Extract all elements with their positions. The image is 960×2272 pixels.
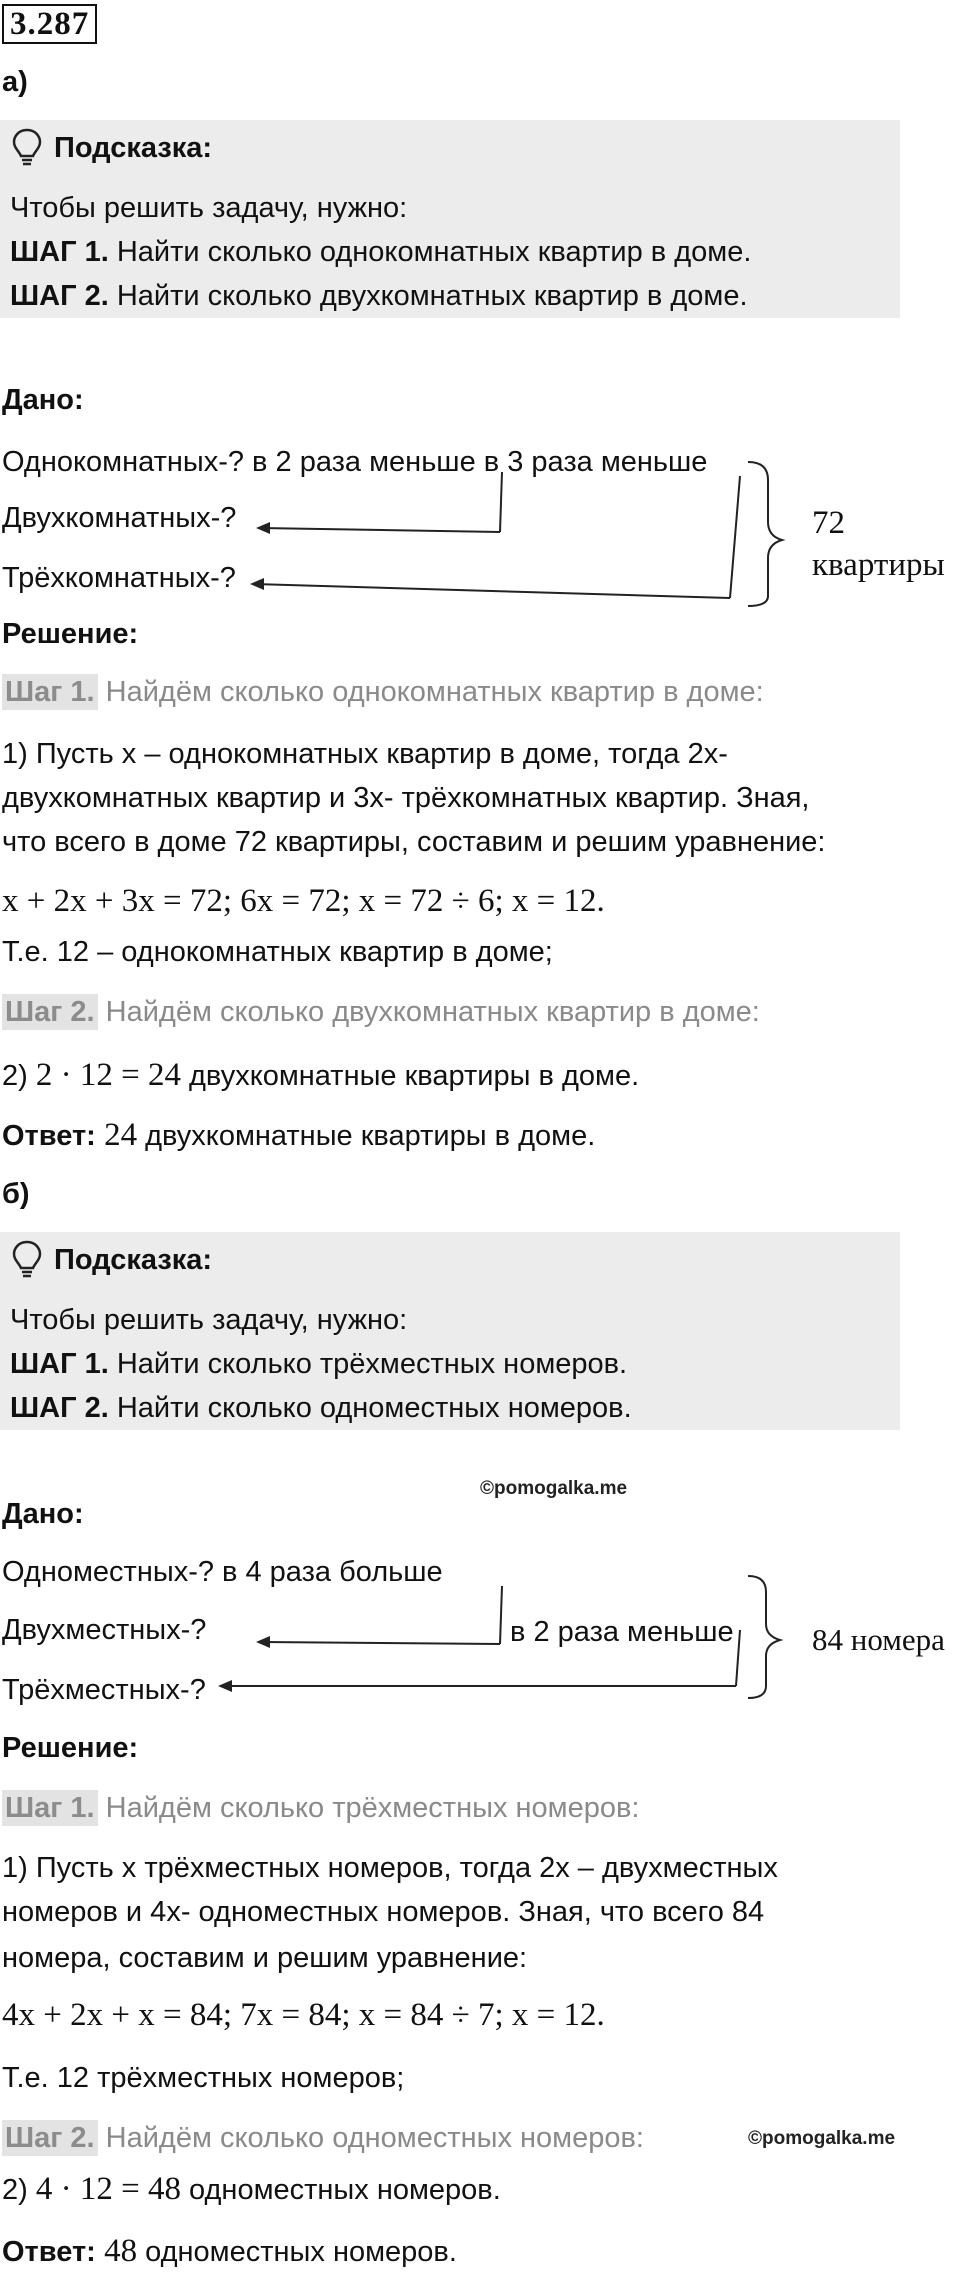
hint-title-a: Подсказка: [54,132,213,164]
step2-desc: Найдём сколько одноместных номеров: [97,2122,644,2154]
lightbulb-icon [10,1238,44,1278]
given-line3-b: Трёхместных-? [2,1674,206,1706]
paragraph-line: номеров и 4x- одноместных номеров. Зная, что всего 84 [2,1896,765,1928]
answer-b [2,2232,457,2270]
hint-step2-label: ШАГ 2. [10,1392,109,1424]
hint-step1-label: ШАГ 1. [10,236,109,268]
given-line1-b: Одноместных-? в 4 раза больше [2,1556,443,1588]
calc-math: 2 · 12 = 24 [35,1057,181,1093]
arrow-line [260,528,500,532]
conclusion-b: Т.е. 12 трёхместных номеров; [2,2062,405,2094]
arrow-head [256,522,270,534]
watermark: ©pomogalka.me [748,2128,896,2149]
equation-b: 4x + 2x + x = 84; 7x = 84; x = 84 ÷ 7; x = 12. [2,1997,605,2033]
total-text-b: 84 номера [812,1622,945,1657]
paragraph-line: 1) Пусть x трёхместных номеров, тогда 2x – двухместных [2,1852,778,1884]
hint-step1-label: ШАГ 1. [10,1348,109,1380]
step1-heading-b [2,1790,639,1826]
calc-prefix: 2) [2,2174,36,2206]
paragraph-line: 1) Пусть x – однокомнатных квартир в доме, тогда 2x- [2,738,728,770]
arrow-head [218,1680,232,1692]
answer-text: одноместных номеров. [137,2236,457,2268]
paragraph-line: номера, составим и решим уравнение: [2,1942,528,1974]
paragraph-line: что всего в доме 72 квартиры, составим и решим уравнение: [2,826,826,858]
connector-line [500,472,502,532]
curly-brace [748,1576,780,1698]
calc-line-a [2,1056,639,1094]
hint-box-a [0,120,900,318]
solution-title-b: Решение: [2,1732,139,1764]
arrow-line [262,1642,500,1644]
step2-tag: Шаг 2. [2,994,98,1030]
step1-tag: Шаг 1. [2,674,98,710]
calc-text: двухкомнатные квартиры в доме. [180,1060,640,1092]
step1-heading-a [2,674,764,710]
step2-desc: Найдём сколько двухкомнатных квартир в доме: [97,996,760,1028]
step2-tag: Шаг 2. [2,2120,98,2156]
answer-math: 48 [95,2233,138,2269]
given-line2-b: Двухместных-? [2,1614,207,1646]
connector-line [736,1630,740,1686]
curly-brace [748,462,782,606]
hint-step2-b [10,1390,632,1426]
paragraph-line: двухкомнатных квартир и 3x- трёхкомнатных квартир. Зная, [2,782,810,814]
step1-desc: Найдём сколько трёхместных номеров: [97,1792,640,1824]
answer-text: двухкомнатные квартиры в доме. [137,1120,596,1152]
given-title-b: Дано: [2,1498,84,1530]
calc-line-b [2,2170,501,2208]
answer-label: Ответ: [2,2236,96,2268]
lightbulb-icon [10,126,44,166]
hint-step2-label: ШАГ 2. [10,280,109,312]
hint-box-b [0,1232,900,1430]
arrow-head [256,1636,270,1648]
hint-step1-text: Найти сколько трёхместных номеров. [108,1348,628,1380]
part-b-label: б) [2,1178,30,1210]
step2-heading-a [2,994,760,1030]
calc-math: 4 · 12 = 48 [35,2171,181,2207]
relation-label-b: в 2 раза меньше [510,1616,734,1648]
hint-step2-text: Найти сколько двухкомнатных квартир в доме. [108,280,748,312]
answer-math: 24 [95,1117,138,1153]
step1-tag: Шаг 1. [2,1790,98,1826]
calc-prefix: 2) [2,1060,36,1092]
hint-step1-b [10,1346,627,1382]
solution-title-a: Решение: [2,618,139,650]
connector-line [730,476,740,598]
answer-a [2,1116,595,1154]
step2-heading-b [2,2120,644,2156]
total-number-a: 72 [812,505,845,541]
given-line1-a: Однокомнатных-? в 2 раза меньше в 3 раза меньше [2,446,708,478]
connector-line [500,1586,502,1644]
hint-step2-text: Найти сколько одноместных номеров. [108,1392,632,1424]
part-a-label: а) [2,66,28,98]
hint-step1-text: Найти сколько однокомнатных квартир в доме. [108,236,752,268]
hint-step1-a [10,234,751,270]
conclusion-a: Т.е. 12 – однокомнатных квартир в доме; [2,936,553,968]
calc-text: одноместных номеров. [180,2174,501,2206]
hint-title-b: Подсказка: [54,1244,213,1276]
arrow-head [250,578,264,590]
equation-a: x + 2x + 3x = 72; 6x = 72; x = 72 ÷ 6; x = 12. [2,883,605,919]
given-line3-a: Трёхкомнатных-? [2,562,236,594]
hint-intro-a: Чтобы решить задачу, нужно: [10,192,408,224]
given-title-a: Дано: [2,384,84,416]
total-unit-a: квартиры [812,547,945,583]
watermark: ©pomogalka.me [480,1478,628,1499]
hint-step2-a [10,278,748,314]
answer-label: Ответ: [2,1120,96,1152]
arrow-line [254,584,730,598]
given-line2-a: Двухкомнатных-? [2,502,237,534]
hint-intro-b: Чтобы решить задачу, нужно: [10,1304,408,1336]
problem-number: 3.287 [2,4,97,44]
step1-desc: Найдём сколько однокомнатных квартир в доме: [97,676,764,708]
